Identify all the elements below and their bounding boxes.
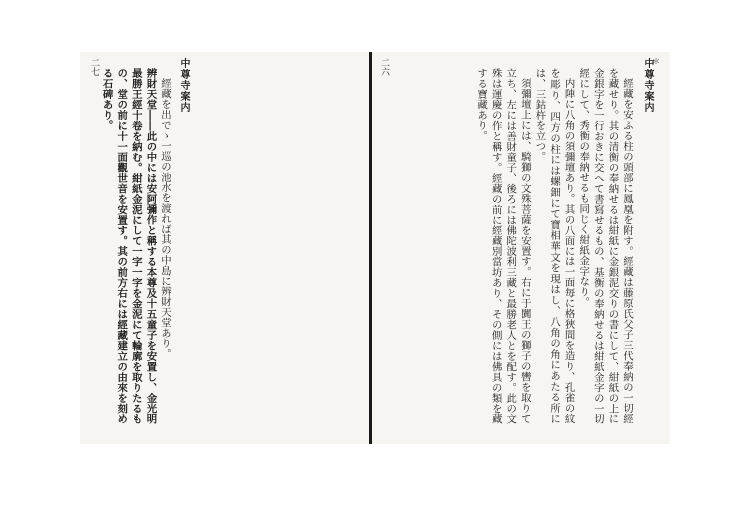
right-running-head: 中尊寺案内 <box>642 58 653 113</box>
right-paragraph-2: 内陣に八角の須彌壇あり。其の八面には一面毎に格狹間を造り、孔雀の紋を彫り、四方の柱には螺鈿にて寶相華文を現はし、八角の角にあたる所には、三鈷杵を立つ。 <box>533 68 575 424</box>
left-paragraph-2: 辨財天堂――此の中には安阿彌作と稱する本尊及十五童子を安置し、金光明最勝王經十卷を納む。紺紙金泥にして一字一字を金泥にて輪廓を取りたるもの、堂の前に十一面觀世音を安置す。其の前方右には經藏建立の由來を刻める石碑あり。 <box>100 68 157 424</box>
left-paragraph-1: 經藏を出でゝ一巡の池水を渡れば其の中島に辨財天堂あり。 <box>159 78 171 360</box>
asterisk-mark-icon: ＊ <box>652 57 660 66</box>
right-page-number: 二六 <box>379 58 389 76</box>
left-page-number: 二七 <box>89 58 99 76</box>
right-paragraph-3: 須彌壇上には、騎獅の文殊菩薩を安置す。右に于闐王の獅子の轡を取りて立ち、左には善財童子、後ろには佛陀波利三藏と最勝老人とを配す。此の文殊は運慶の作と稱す。經藏の前に經藏別當坊あり、その側には佛具の類を藏する寶藏あり。 <box>475 68 531 424</box>
right-page-text <box>392 68 634 424</box>
left-running-head: 中尊寺案内 <box>178 58 189 113</box>
right-paragraph-1: 經藏を安ふる柱の頭部に鳳凰を附す。經藏は藤原氏父子三代奉納の一切經を藏せり。其の清衡の奉納せるは紺紙に金銀泥交りの書にして、紺紙の上に金銀字を一行おきに交へて書寫せるもの、基衡の奉納せるは紺紙金字の一切經にして、秀衡の奉納せるも同じく紺紙金字なり。 <box>577 68 633 424</box>
left-page <box>80 52 370 444</box>
right-page <box>372 52 670 444</box>
left-page-text <box>100 68 172 424</box>
